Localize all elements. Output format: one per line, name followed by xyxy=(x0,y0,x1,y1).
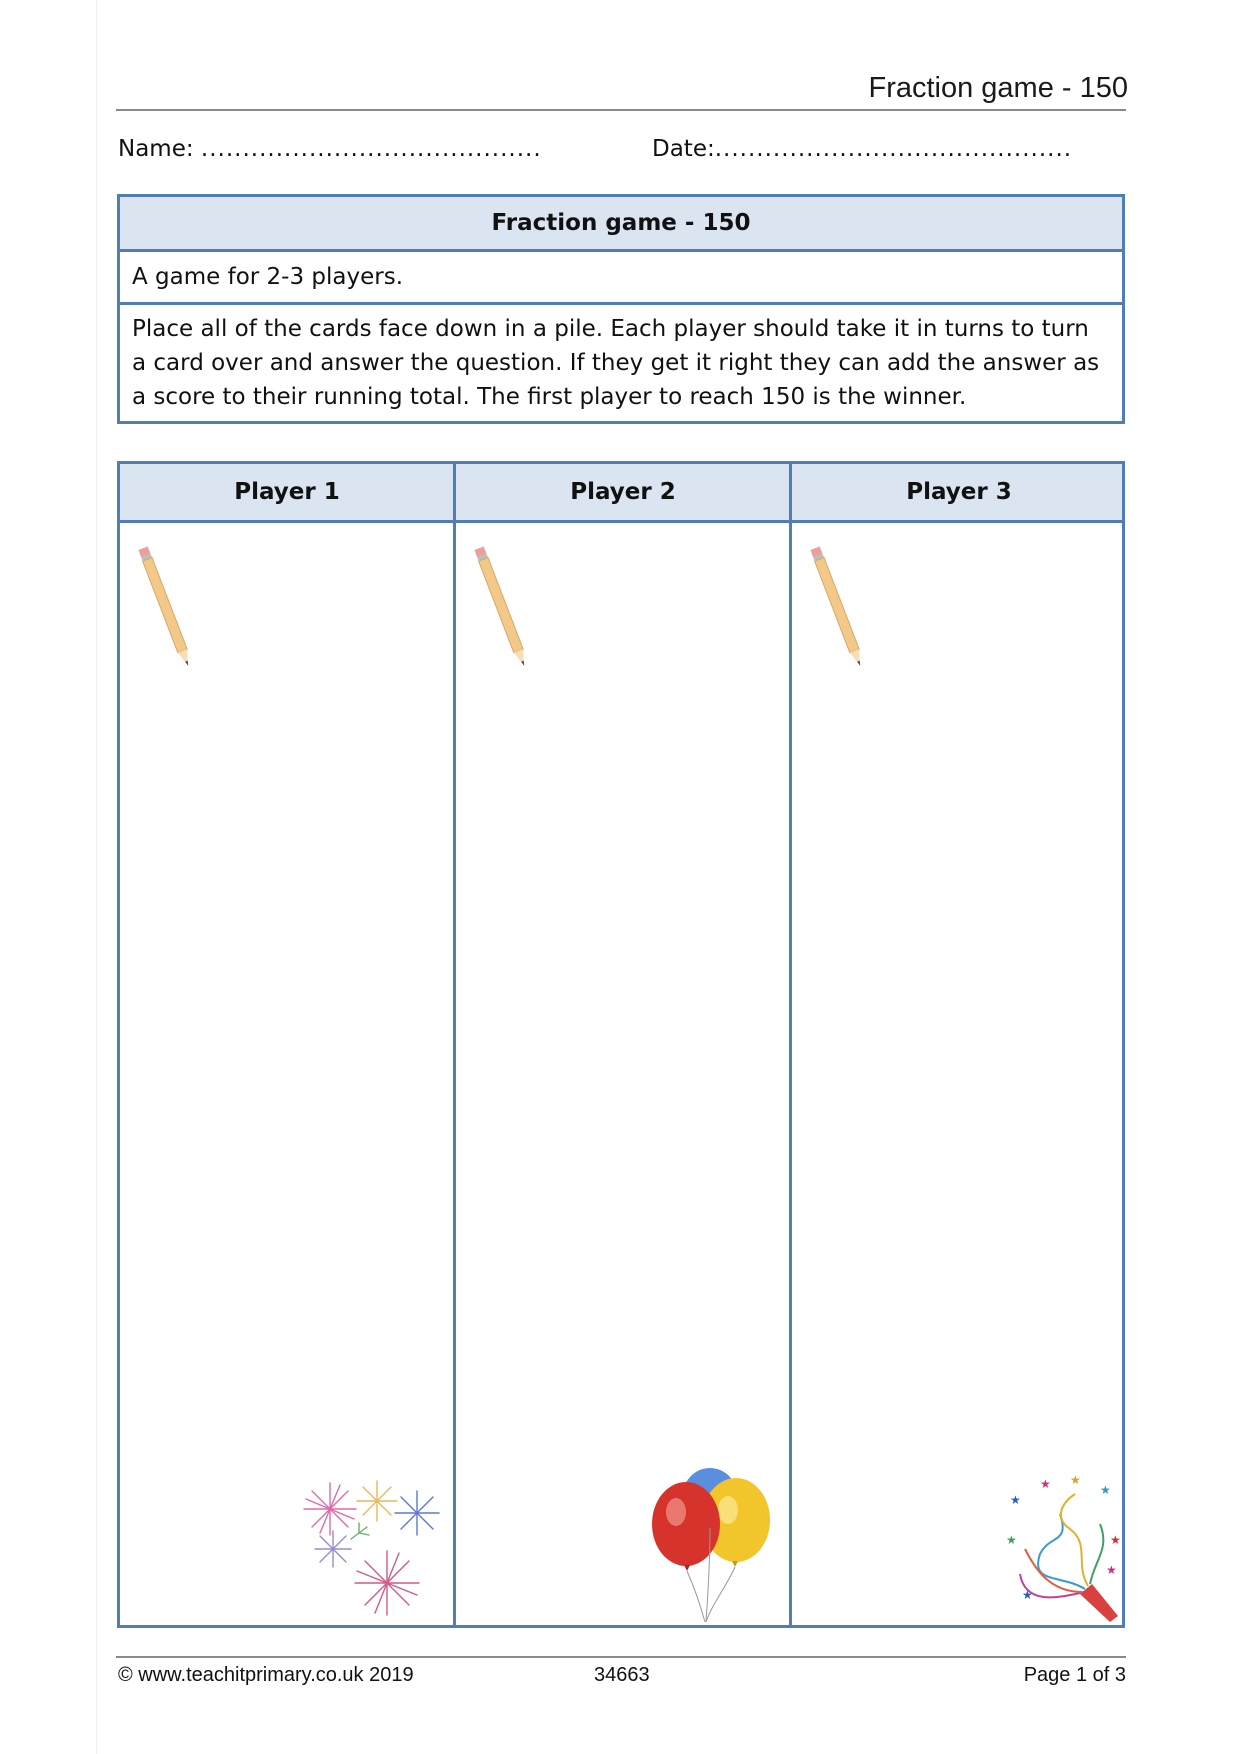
player-2-header: Player 2 xyxy=(570,479,676,505)
info-heading: Fraction game - 150 xyxy=(119,196,1124,251)
date-field[interactable] xyxy=(652,136,1072,162)
svg-text:★: ★ xyxy=(1022,1588,1033,1602)
svg-text:★: ★ xyxy=(1110,1533,1121,1547)
page-edge xyxy=(96,0,97,1754)
pencil-icon xyxy=(136,542,196,674)
svg-text:★: ★ xyxy=(1106,1563,1117,1577)
header-rule xyxy=(116,109,1126,111)
instructions-text: Place all of the cards face down in a pile. Each player should take it in turns to turn a card over and answer the question. If they get it right they can add the answer as a score to their running total. The first player to reach 150 is the winner. xyxy=(119,304,1124,423)
name-field[interactable] xyxy=(118,136,542,162)
pencil-icon xyxy=(472,542,532,674)
player-3-score-area[interactable] xyxy=(792,523,1122,1625)
footer-code: 34663 xyxy=(594,1664,650,1686)
player-3-header: Player 3 xyxy=(906,479,1012,505)
page-title: Fraction game - 150 xyxy=(868,72,1128,104)
name-label: Name: xyxy=(118,136,194,162)
svg-text:★: ★ xyxy=(1100,1483,1111,1497)
info-table xyxy=(117,194,1125,424)
balloons-icon xyxy=(640,1464,780,1624)
party-popper-icon xyxy=(1000,1474,1125,1624)
date-label: Date: xyxy=(652,136,715,162)
svg-text:★: ★ xyxy=(1006,1533,1017,1547)
fireworks-icon xyxy=(295,1471,445,1621)
name-dots: ......................................... xyxy=(200,136,542,162)
pencil-icon xyxy=(808,542,868,674)
player-1-score-area[interactable] xyxy=(120,523,453,1625)
players-count-text: A game for 2-3 players. xyxy=(119,251,1124,304)
player-1-header: Player 1 xyxy=(234,479,340,505)
player-2-score-area[interactable] xyxy=(456,523,789,1625)
footer-copyright: © www.teachitprimary.co.uk 2019 xyxy=(118,1664,414,1686)
footer-page-number: Page 1 of 3 xyxy=(1023,1664,1126,1686)
score-grid xyxy=(117,461,1125,1628)
svg-text:★: ★ xyxy=(1070,1474,1081,1487)
svg-text:★: ★ xyxy=(1010,1493,1021,1507)
svg-text:★: ★ xyxy=(1040,1477,1051,1491)
date-dots: ........................................... xyxy=(714,136,1073,162)
footer-rule xyxy=(116,1656,1126,1658)
